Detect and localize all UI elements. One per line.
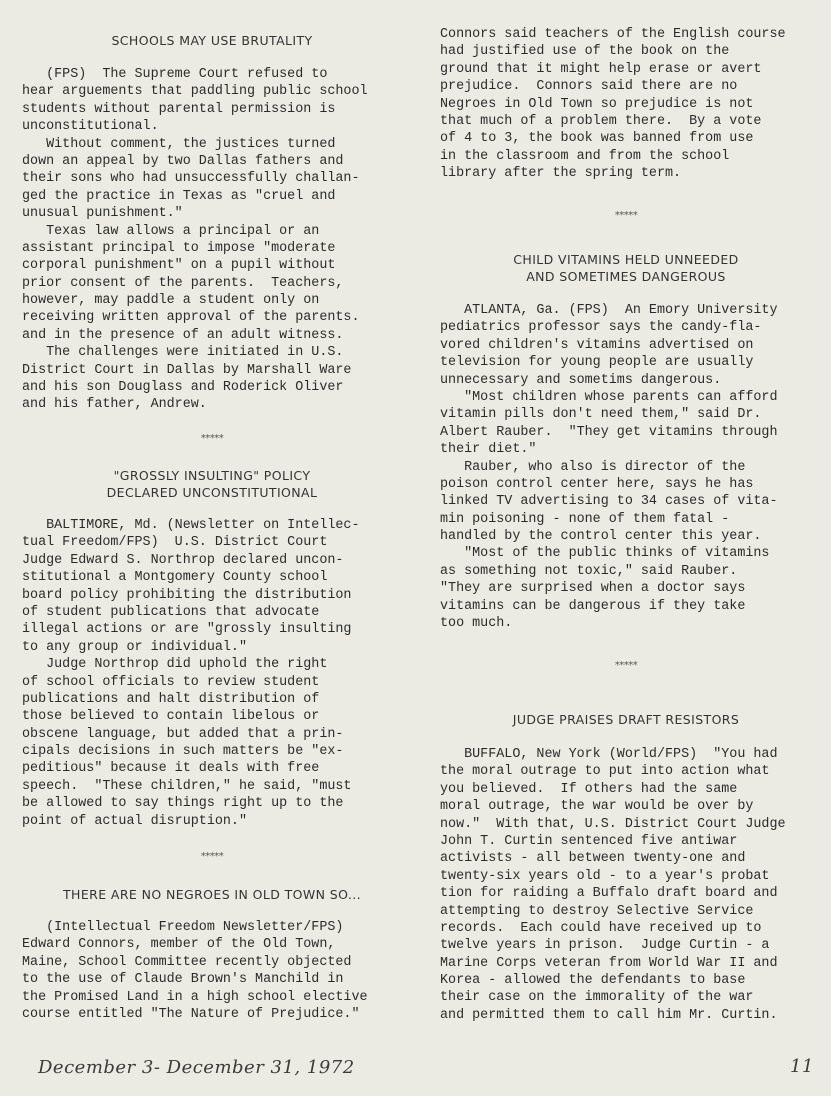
text-line: obscene language, but added that a prin- bbox=[22, 726, 344, 742]
text-line: that much of a problem there. By a vote bbox=[440, 113, 762, 129]
headline-draft-resistors: JUDGE PRAISES DRAFT RESISTORS bbox=[512, 712, 740, 727]
text-line: students without parental permission is bbox=[22, 101, 336, 117]
text-line: as something not toxic," said Rauber. bbox=[440, 563, 738, 579]
text-line: "Most children whose parents can afford bbox=[440, 389, 778, 405]
text-line: min poisoning - none of them fatal - bbox=[440, 511, 730, 527]
text-line: Connors said teachers of the English course bbox=[440, 27, 786, 42]
text-line: vitamins can be dangerous if they take bbox=[440, 598, 746, 614]
text-line: library after the spring term. bbox=[440, 166, 682, 182]
text-line: peditious" because it deals with free bbox=[22, 761, 320, 777]
text-line: unconstitutional. bbox=[22, 119, 159, 135]
text-line: be allowed to say things right up to the bbox=[22, 796, 344, 812]
text-line: ground that it might help erase or avert bbox=[440, 61, 762, 77]
text-line: moral outrage, the war would be over by bbox=[440, 799, 754, 815]
text-line: Edward Connors, member of the Old Town, bbox=[22, 937, 336, 953]
text-line: John T. Curtin sentenced five antiwar bbox=[440, 833, 738, 849]
text-line: Texas law allows a principal or an bbox=[22, 223, 320, 239]
text-line: twelve years in prison. Judge Curtin - a bbox=[440, 938, 770, 954]
text-line: The challenges were initiated in U.S. bbox=[22, 345, 344, 361]
text-line: speech. "These children," he said, "must bbox=[22, 778, 352, 794]
text-line: Korea - allowed the defendants to base bbox=[440, 973, 746, 989]
text-line: you believed. If others had the same bbox=[440, 781, 738, 797]
text-line: the moral outrage to put into action what bbox=[440, 764, 770, 780]
article-old-town bbox=[22, 919, 402, 1023]
text-line: cipals decisions in such matters be "ex- bbox=[22, 744, 344, 760]
separator-stars: ***** bbox=[614, 210, 638, 221]
text-line: and permitted them to call him Mr. Curtin. bbox=[440, 1007, 778, 1023]
text-line: of 4 to 3, the book was banned from use bbox=[440, 131, 754, 147]
text-line: Maine, School Committee recently objected bbox=[22, 954, 352, 970]
text-line: hear arguements that paddling public school bbox=[22, 84, 368, 100]
text-line: vitamin pills don't need them," said Dr. bbox=[440, 407, 762, 423]
text-line: their case on the immorality of the war bbox=[440, 990, 754, 1006]
text-line: handled by the control center this year. bbox=[440, 529, 762, 545]
text-line: (FPS) The Supreme Court refused to bbox=[22, 67, 328, 82]
text-line: records. Each could have received up to bbox=[440, 920, 762, 936]
text-line: Rauber, who also is director of the bbox=[440, 459, 746, 475]
text-line: to any group or individual." bbox=[22, 639, 247, 655]
text-line: their sons who had unsuccessfully challan- bbox=[22, 171, 360, 187]
text-line: too much. bbox=[440, 616, 513, 632]
text-line: television for young people are usually bbox=[440, 355, 754, 371]
text-line: Without comment, the justices turned bbox=[22, 136, 336, 152]
text-line: corporal punishment" on a pupil without bbox=[22, 258, 336, 274]
text-line: tual Freedom/FPS) U.S. District Court bbox=[22, 535, 328, 551]
page-number: 11 bbox=[790, 1056, 814, 1077]
text-line: District Court in Dallas by Marshall Ware bbox=[22, 362, 352, 378]
text-line: and in the presence of an adult witness. bbox=[22, 327, 344, 343]
separator-stars: ***** bbox=[200, 433, 224, 444]
article-draft-resistors bbox=[440, 746, 812, 1024]
separator-stars: ***** bbox=[200, 851, 224, 862]
text-line: pediatrics professor says the candy-fla- bbox=[440, 320, 762, 336]
text-line: stitutional a Montgomery County school bbox=[22, 570, 328, 586]
text-line: vored children's vitamins advertised on bbox=[440, 337, 754, 353]
text-line: Marine Corps veteran from World War II and bbox=[440, 955, 778, 971]
text-line: ATLANTA, Ga. (FPS) An Emory University bbox=[440, 303, 778, 318]
text-line: of student publications that advocate bbox=[22, 604, 320, 620]
text-line: their diet." bbox=[440, 442, 537, 458]
text-line: "Most of the public thinks of vitamins bbox=[440, 546, 770, 562]
headline-vitamins-1: CHILD VITAMINS HELD UNNEEDED bbox=[513, 252, 739, 267]
text-line: Albert Rauber. "They get vitamins through bbox=[440, 424, 778, 440]
handwritten-date: December 3- December 31, 1972 bbox=[38, 1057, 355, 1078]
text-line: of school officials to review student bbox=[22, 674, 320, 690]
article-schools-brutality bbox=[22, 66, 402, 414]
text-line: Judge Edward S. Northrop declared uncon- bbox=[22, 552, 344, 568]
separator-stars: ***** bbox=[614, 660, 638, 671]
text-line: to the use of Claude Brown's Manchild in bbox=[22, 972, 344, 988]
article-old-town-continued bbox=[440, 26, 812, 183]
text-line: unusual punishment." bbox=[22, 206, 183, 222]
text-line: (Intellectual Freedom Newsletter/FPS) bbox=[22, 920, 344, 935]
text-line: those believed to contain libelous or bbox=[22, 709, 320, 725]
text-line: poison control center here, says he has bbox=[440, 476, 754, 492]
headline-grossly-insulting-2: DECLARED UNCONSTITUTIONAL bbox=[106, 485, 318, 500]
text-line: point of actual disruption." bbox=[22, 813, 247, 829]
text-line: Negroes in Old Town so prejudice is not bbox=[440, 96, 754, 112]
text-line: and his father, Andrew. bbox=[22, 397, 207, 413]
text-line: BALTIMORE, Md. (Newsletter on Intellec- bbox=[22, 518, 360, 533]
text-line: however, may paddle a student only on bbox=[22, 293, 320, 309]
headline-schools-brutality: SCHOOLS MAY USE BRUTALITY bbox=[111, 33, 313, 48]
text-line: board policy prohibiting the distribution bbox=[22, 587, 352, 603]
text-line: assistant principal to impose "moderate bbox=[22, 240, 336, 256]
text-line: course entitled "The Nature of Prejudice." bbox=[22, 1006, 360, 1022]
text-line: and his son Douglass and Roderick Oliver bbox=[22, 380, 344, 396]
article-vitamins bbox=[440, 302, 812, 632]
article-grossly-insulting bbox=[22, 517, 402, 830]
text-line: now." With that, U.S. District Court Judge bbox=[440, 816, 786, 832]
text-line: tion for raiding a Buffalo draft board and bbox=[440, 886, 778, 902]
text-line: prejudice. Connors said there are no bbox=[440, 79, 738, 95]
text-line: down an appeal by two Dallas fathers and bbox=[22, 153, 344, 169]
headline-vitamins-2: AND SOMETIMES DANGEROUS bbox=[526, 269, 726, 284]
text-line: Judge Northrop did uphold the right bbox=[22, 657, 328, 673]
text-line: activists - all between twenty-one and bbox=[440, 851, 746, 867]
text-line: publications and halt distribution of bbox=[22, 691, 320, 707]
text-line: ged the practice in Texas as "cruel and bbox=[22, 188, 336, 204]
text-line: had justified use of the book on the bbox=[440, 44, 730, 60]
headline-old-town: THERE ARE NO NEGROES IN OLD TOWN SO... bbox=[63, 887, 361, 902]
text-line: unnecessary and sometims dangerous. bbox=[440, 372, 722, 388]
text-line: the Promised Land in a high school elective bbox=[22, 989, 368, 1005]
text-line: "They are surprised when a doctor says bbox=[440, 581, 746, 597]
text-line: twenty-six years old - to a year's probat bbox=[440, 868, 770, 884]
text-line: in the classroom and from the school bbox=[440, 148, 730, 164]
text-line: linked TV advertising to 34 cases of vita- bbox=[440, 494, 778, 510]
text-line: attempting to destroy Selective Service bbox=[440, 903, 754, 919]
text-line: BUFFALO, New York (World/FPS) "You had bbox=[440, 747, 778, 762]
text-line: receiving written approval of the parents. bbox=[22, 310, 360, 326]
text-line: illegal actions or are "grossly insulting bbox=[22, 622, 352, 638]
text-line: prior consent of the parents. Teachers, bbox=[22, 275, 344, 291]
headline-grossly-insulting-1: "GROSSLY INSULTING" POLICY bbox=[113, 468, 311, 483]
